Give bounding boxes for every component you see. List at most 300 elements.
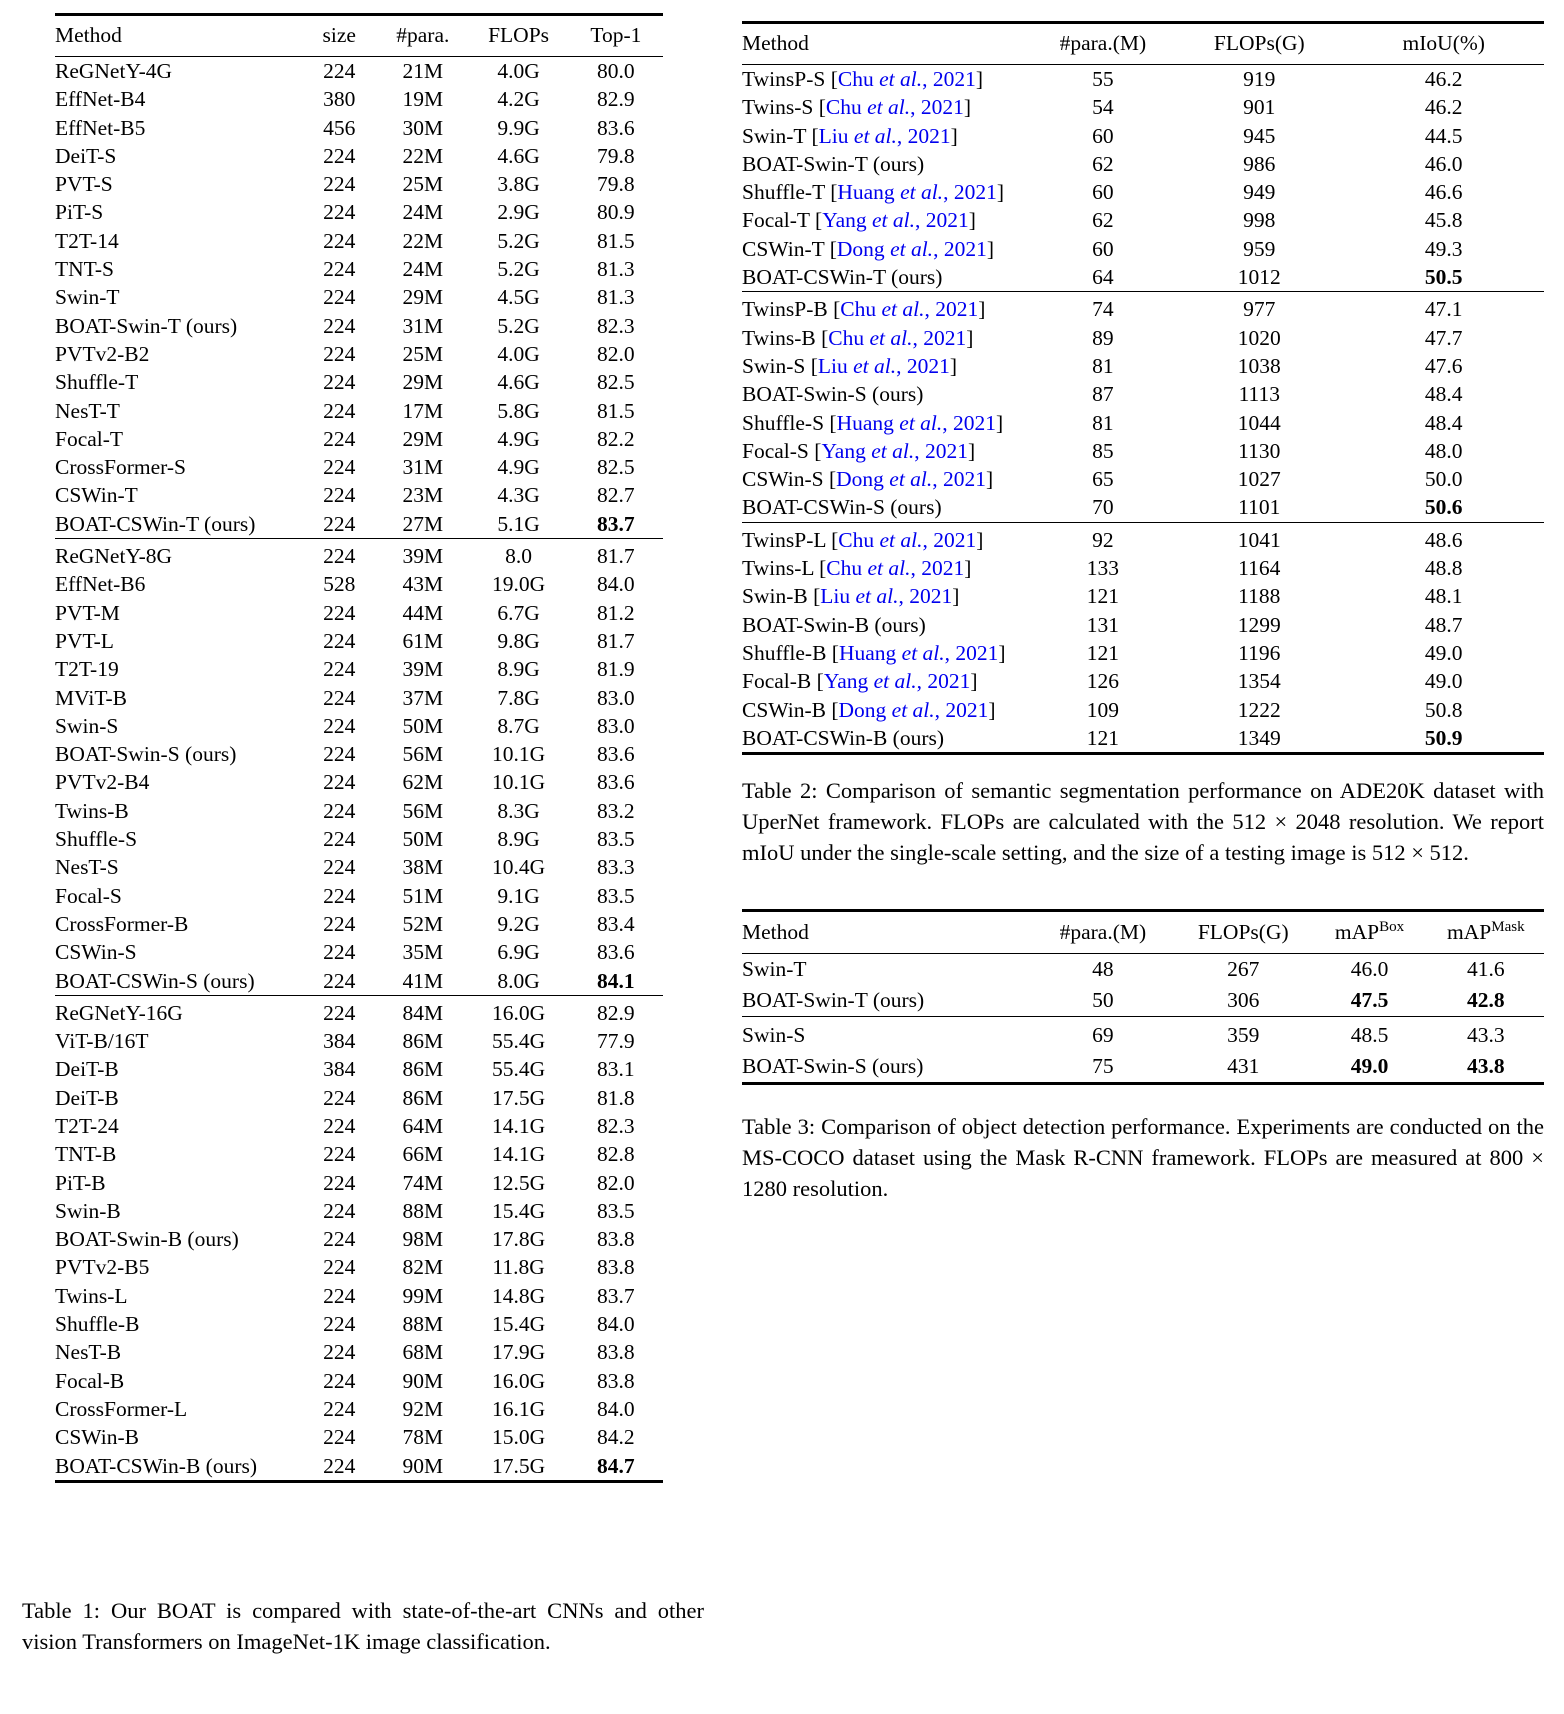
value-cell: 224 — [323, 285, 356, 310]
method-cell: ReGNetY-4G — [55, 59, 173, 83]
value-cell: 29M — [402, 426, 444, 451]
value-cell: 50.5 — [1424, 265, 1463, 290]
value-cell: 224 — [323, 770, 356, 795]
value-cell: 61M — [402, 628, 444, 653]
value-cell: 83.2 — [597, 798, 635, 823]
citation-link[interactable]: Chu et al., 2021 — [828, 325, 967, 350]
value-cell: 224 — [323, 200, 356, 225]
value-cell: 50M — [402, 713, 444, 738]
value-cell: 48.5 — [1311, 1017, 1427, 1052]
citation-link[interactable]: Yang et al., 2021 — [823, 669, 971, 694]
method-cell: Twins-S [Chu et al., 2021] — [742, 95, 972, 120]
table-row — [55, 599, 663, 627]
method-cell: CrossFormer-S — [55, 455, 186, 480]
value-cell: 74 — [1031, 292, 1175, 324]
value-cell: 83.7 — [597, 1283, 635, 1308]
value-cell: 1164 — [1238, 556, 1281, 581]
table-row — [742, 639, 1544, 667]
value-cell: 79.8 — [597, 172, 635, 197]
value-cell: 4.9G — [497, 455, 540, 480]
table-row — [742, 954, 1544, 986]
value-cell: 81.9 — [597, 657, 635, 682]
method-cell: TwinsP-B [Chu et al., 2021] — [742, 292, 1031, 324]
table-row — [55, 570, 663, 598]
value-cell: 16.0G — [468, 995, 568, 1027]
citation-link[interactable]: Dong et al., 2021 — [836, 467, 987, 492]
value-cell: 6.9G — [497, 940, 540, 965]
value-cell: 21M — [402, 59, 444, 83]
table-row — [55, 1253, 663, 1281]
value-cell: 86M — [402, 1085, 444, 1110]
value-cell: 1299 — [1237, 612, 1281, 637]
table-row — [55, 510, 663, 539]
value-cell: 17M — [402, 398, 444, 423]
value-cell: 85 — [1092, 438, 1114, 463]
method-cell: BOAT-Swin-S (ours) — [742, 382, 924, 407]
table-row — [742, 263, 1544, 292]
value-cell: 68M — [402, 1340, 444, 1365]
value-cell: 62M — [402, 770, 444, 795]
table-row — [55, 1225, 663, 1253]
value-cell: 80.0 — [597, 59, 635, 83]
table-row — [55, 1452, 663, 1482]
table-row — [742, 493, 1544, 522]
table-row — [742, 985, 1544, 1017]
value-cell: 83.5 — [597, 827, 635, 852]
value-cell: 49.3 — [1424, 236, 1463, 261]
method-cell: BOAT-CSWin-S (ours) — [55, 968, 255, 993]
value-cell: 224 — [323, 968, 356, 993]
value-cell: 48.0 — [1424, 438, 1463, 463]
etal-text: et al. — [889, 467, 933, 492]
table2-body — [742, 65, 1544, 754]
etal-text: et al. — [853, 123, 897, 148]
value-cell: 55.4G — [492, 1029, 546, 1054]
value-cell: 5.2G — [497, 313, 540, 338]
method-cell: CSWin-T [Dong et al., 2021] — [742, 236, 994, 261]
value-cell: 306 — [1227, 988, 1260, 1013]
etal-text: et al. — [879, 527, 923, 552]
citation-link[interactable]: Liu et al., 2021 — [817, 353, 950, 378]
table-row — [55, 627, 663, 655]
table-row — [742, 178, 1544, 206]
method-cell: T2T-19 — [55, 657, 119, 682]
table1-body — [55, 57, 663, 1482]
value-cell: 46.0 — [1424, 151, 1463, 176]
value-cell: 44.5 — [1424, 123, 1463, 148]
value-cell: 8.9G — [497, 827, 540, 852]
column-header: FLOPs — [468, 15, 568, 57]
column-header: Method — [742, 23, 1031, 65]
value-cell: 224 — [323, 228, 356, 253]
table-row — [55, 85, 663, 113]
value-cell: 27M — [402, 511, 444, 536]
value-cell: 224 — [323, 798, 356, 823]
value-cell: 945 — [1243, 123, 1276, 148]
value-cell: 224 — [323, 883, 356, 908]
table-row — [55, 1169, 663, 1197]
value-cell: 8.0 — [468, 539, 568, 571]
value-cell: 83.8 — [597, 1255, 635, 1280]
etal-text: et al. — [871, 438, 915, 463]
value-cell: 5.2G — [497, 228, 540, 253]
value-cell: 23M — [402, 483, 444, 508]
table-row — [55, 170, 663, 198]
method-cell: ReGNetY-8G — [55, 539, 301, 571]
table-row — [55, 255, 663, 283]
table-row — [55, 114, 663, 142]
citation-link[interactable]: Yang et al., 2021 — [821, 438, 968, 463]
table3-caption: Table 3: Comparison of object detection performance. Experiments are conducted on the MS-COCO dataset using the Mask R-CNN framework. FLOPs are measured at 800 × 1280 resolution. — [742, 1114, 1544, 1202]
method-cell: Swin-T [Liu et al., 2021] — [742, 123, 958, 148]
citation-link[interactable]: Dong et al., 2021 — [836, 236, 987, 261]
table-row — [742, 409, 1544, 437]
value-cell: 81.2 — [597, 600, 635, 625]
citation-link[interactable]: Chu et al., 2021 — [826, 556, 965, 581]
citation-link[interactable]: Yang et al., 2021 — [822, 208, 969, 233]
method-cell: Shuffle-S — [55, 827, 138, 852]
column-header: Method — [55, 15, 301, 57]
value-cell: 9.9G — [497, 115, 540, 140]
value-cell: 82.3 — [597, 313, 635, 338]
method-cell: Swin-B — [55, 1198, 121, 1223]
table-row — [742, 522, 1544, 554]
column-header: FLOPs(G) — [1175, 23, 1343, 65]
value-cell: 986 — [1243, 151, 1276, 176]
value-cell: 46.2 — [1424, 67, 1463, 91]
method-cell: T2T-24 — [55, 1113, 119, 1138]
method-cell: DeiT-B — [55, 1057, 119, 1082]
value-cell: 1027 — [1237, 467, 1281, 492]
value-cell: 35M — [402, 940, 444, 965]
method-cell: BOAT-CSWin-S (ours) — [742, 495, 942, 520]
method-cell: DeiT-B — [55, 1085, 119, 1110]
table-row — [55, 768, 663, 796]
table-row — [742, 554, 1544, 582]
value-cell: 1101 — [1238, 495, 1281, 520]
table-row — [55, 142, 663, 170]
table-row — [742, 667, 1544, 695]
value-cell: 224 — [323, 398, 356, 423]
value-cell: 6.7G — [497, 600, 540, 625]
citation-link[interactable]: Huang et al., 2021 — [836, 410, 997, 435]
value-cell: 17.5G — [492, 1453, 546, 1478]
value-cell: 83.0 — [597, 685, 635, 710]
value-cell: 56M — [402, 742, 444, 767]
value-cell: 62 — [1092, 208, 1114, 233]
value-cell: 9.8G — [497, 628, 540, 653]
header-superscript: Box — [1379, 919, 1405, 936]
value-cell: 48.7 — [1424, 612, 1463, 637]
value-cell: 5.8G — [497, 398, 540, 423]
table-imagenet-classification — [55, 13, 663, 1483]
value-cell: 901 — [1243, 95, 1276, 120]
value-cell: 224 — [323, 1142, 356, 1167]
table-row — [55, 397, 663, 425]
value-cell: 83.8 — [597, 1340, 635, 1365]
method-cell: BOAT-Swin-B (ours) — [55, 1227, 239, 1252]
value-cell: 51M — [402, 883, 444, 908]
value-cell: 82.8 — [597, 1142, 635, 1167]
header-superscript: Mask — [1491, 919, 1525, 936]
value-cell: 30M — [402, 115, 444, 140]
value-cell: 29M — [402, 285, 444, 310]
method-cell: Swin-S — [55, 713, 119, 738]
value-cell: 83.0 — [597, 713, 635, 738]
citation-link[interactable]: Huang et al., 2021 — [838, 640, 999, 665]
value-cell: 83.8 — [597, 1227, 635, 1252]
value-cell: 224 — [323, 370, 356, 395]
value-cell: 81.5 — [597, 398, 635, 423]
method-cell: Twins-L [Chu et al., 2021] — [742, 556, 972, 581]
value-cell: 49.0 — [1424, 640, 1463, 665]
value-cell: 15.0G — [492, 1425, 546, 1450]
table-row — [55, 453, 663, 481]
value-cell: 359 — [1175, 1017, 1311, 1052]
table-row — [55, 910, 663, 938]
method-cell: CSWin-T — [55, 483, 138, 508]
citation-link[interactable]: Chu et al., 2021 — [837, 67, 976, 91]
value-cell: 83.6 — [597, 940, 635, 965]
value-cell: 919 — [1243, 67, 1276, 91]
citation-link[interactable]: Chu et al., 2021 — [840, 297, 979, 322]
citation-link[interactable]: Liu et al., 2021 — [818, 123, 951, 148]
value-cell: 99M — [402, 1283, 444, 1308]
value-cell: 89 — [1092, 325, 1114, 350]
table-row — [742, 437, 1544, 465]
value-cell: 11.8G — [492, 1255, 545, 1280]
value-cell: 224 — [323, 483, 356, 508]
method-cell: TNT-B — [55, 1142, 117, 1167]
value-cell: 4.0G — [497, 59, 540, 83]
method-cell: BOAT-Swin-S (ours) — [742, 1054, 924, 1079]
table-row — [55, 1310, 663, 1338]
etal-text: et al. — [881, 297, 925, 322]
value-cell: 83.6 — [597, 115, 635, 140]
table-row — [742, 582, 1544, 610]
method-cell: Shuffle-B — [55, 1312, 140, 1337]
value-cell: 224 — [323, 1170, 356, 1195]
value-cell: 224 — [323, 1283, 356, 1308]
etal-text: et al. — [869, 325, 913, 350]
etal-text: et al. — [853, 353, 897, 378]
column-header: mAP$^{Box}$ — [1311, 911, 1427, 954]
table-row — [55, 312, 663, 340]
method-cell: PVT-S — [55, 172, 113, 197]
value-cell: 50.0 — [1424, 467, 1463, 492]
value-cell: 84M — [377, 995, 468, 1027]
table-row — [55, 740, 663, 768]
value-cell: 46.6 — [1424, 180, 1463, 205]
etal-text: et al. — [899, 410, 943, 435]
table-row — [55, 712, 663, 740]
value-cell: 82.7 — [597, 483, 635, 508]
method-cell: Swin-S [Liu et al., 2021] — [742, 353, 958, 378]
value-cell: 62 — [1092, 151, 1114, 176]
value-cell: 959 — [1243, 236, 1276, 261]
value-cell: 10.1G — [492, 770, 546, 795]
method-cell: CrossFormer-B — [55, 911, 189, 936]
value-cell: 29M — [402, 370, 444, 395]
value-cell: 8.3G — [497, 798, 540, 823]
table-row — [55, 967, 663, 996]
value-cell: 81.5 — [597, 228, 635, 253]
method-cell: BOAT-Swin-B (ours) — [742, 612, 926, 637]
method-cell: Focal-S [Yang et al., 2021] — [742, 438, 976, 463]
method-cell: NesT-B — [55, 1340, 122, 1365]
method-cell: BOAT-CSWin-B (ours) — [742, 725, 945, 750]
method-cell: Focal-S — [55, 883, 122, 908]
table-row — [742, 292, 1544, 324]
table-row — [742, 724, 1544, 754]
etal-text: et al. — [855, 584, 899, 609]
value-cell: 82.0 — [597, 341, 635, 366]
value-cell: 224 — [323, 628, 356, 653]
value-cell: 224 — [323, 1113, 356, 1138]
value-cell: 38M — [402, 855, 444, 880]
value-cell: 82.0 — [597, 1170, 635, 1195]
value-cell: 16.1G — [492, 1396, 546, 1421]
value-cell: 224 — [323, 1453, 356, 1478]
value-cell: 47.5 — [1350, 988, 1389, 1013]
table-row — [742, 352, 1544, 380]
value-cell: 81.3 — [597, 257, 635, 282]
method-cell: Swin-T — [742, 957, 807, 982]
table-row — [55, 825, 663, 853]
value-cell: 19M — [402, 87, 444, 112]
value-cell: 224 — [323, 59, 356, 83]
column-header: Top-1 — [569, 15, 663, 57]
value-cell: 224 — [323, 911, 356, 936]
value-cell: 83.4 — [597, 911, 635, 936]
citation-link[interactable]: Liu et al., 2021 — [820, 584, 953, 609]
citation-link[interactable]: Chu et al., 2021 — [825, 95, 964, 120]
value-cell: 50.9 — [1424, 725, 1463, 750]
method-cell: PVTv2-B5 — [55, 1255, 150, 1280]
value-cell: 50.8 — [1424, 697, 1463, 722]
value-cell: 10.1G — [492, 742, 546, 767]
value-cell: 54 — [1092, 95, 1114, 120]
value-cell: 224 — [323, 827, 356, 852]
method-cell: BOAT-CSWin-B (ours) — [55, 1453, 258, 1478]
method-cell: PVTv2-B4 — [55, 770, 150, 795]
value-cell: 82.9 — [569, 995, 663, 1027]
value-cell: 81 — [1092, 410, 1114, 435]
method-cell: Swin-S — [742, 1017, 1031, 1052]
header-row — [742, 911, 1544, 954]
value-cell: 224 — [323, 600, 356, 625]
citation-link[interactable]: Chu et al., 2021 — [838, 527, 977, 552]
value-cell: 224 — [301, 539, 377, 571]
column-header: #para. — [377, 15, 468, 57]
value-cell: 82.5 — [597, 455, 635, 480]
left-column — [22, 13, 712, 1657]
value-cell: 74M — [402, 1170, 444, 1195]
value-cell: 84.2 — [597, 1425, 635, 1450]
method-cell: Focal-B — [55, 1368, 125, 1393]
value-cell: 84.0 — [597, 1396, 635, 1421]
value-cell: 224 — [323, 143, 356, 168]
value-cell: 2.9G — [497, 200, 540, 225]
table-row — [55, 481, 663, 509]
value-cell: 41M — [402, 968, 444, 993]
table-row — [55, 1395, 663, 1423]
value-cell: 48.8 — [1424, 556, 1463, 581]
value-cell: 87 — [1092, 382, 1114, 407]
value-cell: 31M — [402, 455, 444, 480]
value-cell: 49.0 — [1350, 1054, 1389, 1079]
table-row — [55, 1282, 663, 1310]
value-cell: 43.3 — [1428, 1017, 1544, 1052]
method-cell: Shuffle-B [Huang et al., 2021] — [742, 640, 1006, 665]
value-cell: 224 — [323, 172, 356, 197]
value-cell: 50.6 — [1424, 495, 1463, 520]
value-cell: 83.1 — [597, 1057, 635, 1082]
method-cell: PiT-S — [55, 200, 104, 225]
method-cell: BOAT-Swin-S (ours) — [55, 742, 237, 767]
value-cell: 84.1 — [597, 968, 635, 993]
table-row — [742, 1051, 1544, 1084]
value-cell: 82M — [402, 1255, 444, 1280]
value-cell: 1188 — [1238, 584, 1281, 609]
value-cell: 224 — [323, 1085, 356, 1110]
table2-caption: Table 2: Comparison of semantic segmentation performance on ADE20K dataset with UperNet framework. FLOPs are calculated with the 512 × 2048 resolution. We report mIoU under the single-scale setting, and the size of a testing image is 512 × 512. — [742, 778, 1544, 866]
value-cell: 22M — [402, 143, 444, 168]
value-cell: 39M — [402, 657, 444, 682]
value-cell: 84.0 — [597, 572, 635, 597]
value-cell: 48.1 — [1424, 584, 1463, 609]
right-column — [742, 13, 1546, 1204]
value-cell: 4.2G — [497, 87, 540, 112]
table-row — [55, 1423, 663, 1451]
value-cell: 75 — [1092, 1054, 1114, 1079]
table-row — [742, 235, 1544, 263]
method-cell: PVT-M — [55, 600, 120, 625]
citation-link[interactable]: Huang et al., 2021 — [837, 180, 997, 205]
method-cell: Focal-T — [55, 426, 124, 451]
value-cell: 126 — [1086, 669, 1120, 694]
value-cell: 70 — [1092, 495, 1114, 520]
value-cell: 224 — [323, 341, 356, 366]
value-cell: 82.3 — [597, 1113, 635, 1138]
table-row — [55, 1338, 663, 1366]
value-cell: 81.8 — [597, 1085, 635, 1110]
method-cell: CSWin-B — [55, 1425, 139, 1450]
value-cell: 14.1G — [492, 1142, 546, 1167]
value-cell: 52M — [402, 911, 444, 936]
method-cell: Focal-B [Yang et al., 2021] — [742, 669, 978, 694]
value-cell: 25M — [402, 341, 444, 366]
value-cell: 82.5 — [597, 370, 635, 395]
value-cell: 45.8 — [1424, 208, 1463, 233]
value-cell: 24M — [402, 200, 444, 225]
value-cell: 92M — [402, 1396, 444, 1421]
citation-link[interactable]: Dong et al., 2021 — [838, 697, 989, 722]
value-cell: 25M — [402, 172, 444, 197]
method-cell: Shuffle-T [Huang et al., 2021] — [742, 180, 1004, 205]
value-cell: 224 — [323, 713, 356, 738]
method-cell: EffNet-B4 — [55, 87, 146, 112]
method-cell: MViT-B — [55, 685, 127, 710]
table-row — [55, 1084, 663, 1112]
value-cell: 48.6 — [1343, 522, 1544, 554]
value-cell: 84.0 — [597, 1312, 635, 1337]
header-row — [55, 15, 663, 57]
value-cell: 5.2G — [497, 257, 540, 282]
value-cell: 224 — [323, 1340, 356, 1365]
value-cell: 224 — [323, 657, 356, 682]
value-cell: 1041 — [1175, 522, 1343, 554]
